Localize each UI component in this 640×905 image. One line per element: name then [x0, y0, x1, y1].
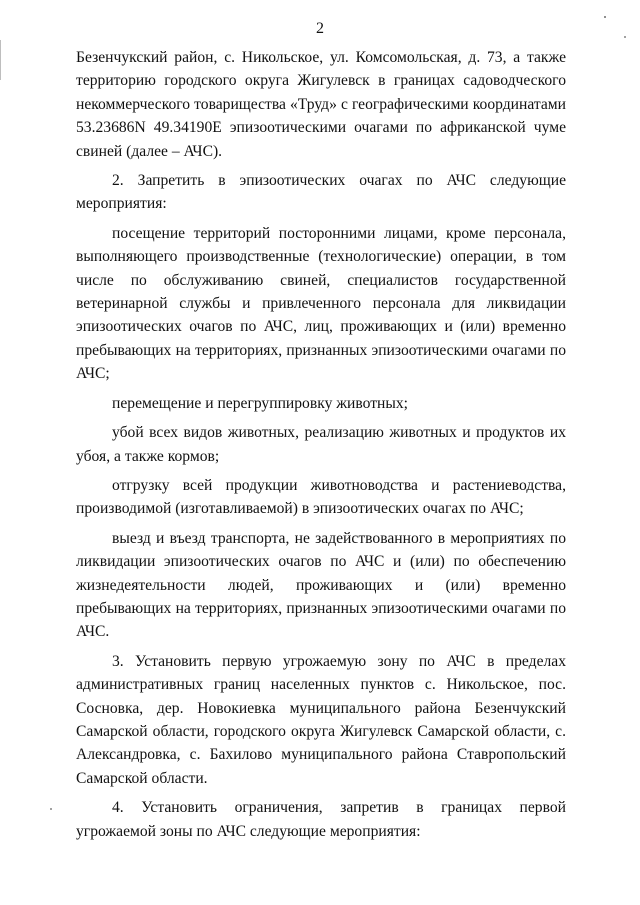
page-number: 2 [316, 20, 324, 37]
scan-mark-left-2 [50, 808, 52, 810]
paragraph-item-3: 3. Установить первую угрожаемую зону по АЧС в пределах административных границ населенных пунктов с. Никольское, пос. Сосновка, дер. Новокиевка муниципального района Безенчукский Самарской области, городского округа Жигулевск Самарской области, с. Александровка, с. Бахилово муниципального района Ставропольский Самарской области. [76, 652, 566, 787]
paragraph-animal-movement: перемещение и перегруппировку животных; [112, 394, 408, 412]
scan-mark-left [0, 40, 1, 80]
paragraph-item-4: 4. Установить ограничения, запретив в границах первой угрожаемой зоны по АЧС следующие мероприятия: [76, 799, 566, 840]
scan-mark-right-2 [624, 36, 626, 38]
document-body [76, 46, 566, 843]
paragraph-transport: выезд и въезд транспорта, не задействованного в мероприятиях по ликвидации эпизоотических очагов по АЧС и (или) по обеспечению жизнедеятельности людей, проживающих и (или) временно пребывающих на территориях, признанных эпизоотическими очагами по АЧС. [76, 529, 566, 641]
paragraph-item-2: 2. Запретить в эпизоотических очагах по АЧС следующие мероприятия: [76, 172, 566, 213]
paragraph-slaughter: убой всех видов животных, реализацию животных и продуктов их убоя, а также кормов; [76, 424, 566, 465]
scan-mark-right [604, 16, 606, 18]
paragraph-visit-restriction: посещение территорий посторонними лицами, кроме персонала, выполняющего производственные (технологические) операции, в том числе по обслуживанию свиней, специалистов государственной ветеринарной службы и привлеченного персонала для ликвидации эпизоотических очагов по АЧС, лиц, проживающих и (или) временно пребывающих на территориях, признанных эпизоотическими очагами по АЧС; [76, 224, 566, 383]
paragraph-shipment: отгрузку всей продукции животноводства и растениеводства, производимой (изготавливаемой) в эпизоотических очагах по АЧС; [76, 476, 566, 518]
paragraph-continuation: Безенчукский район, с. Никольское, ул. Комсомольская, д. 73, а также территорию городского округа Жигулевск в границах садоводческого некоммерческого товарищества «Труд» с географическими координатами 53.23686N 49.34190E эпизоотическими очагами по африканской чуме свиней (далее – АЧС). [76, 49, 566, 160]
